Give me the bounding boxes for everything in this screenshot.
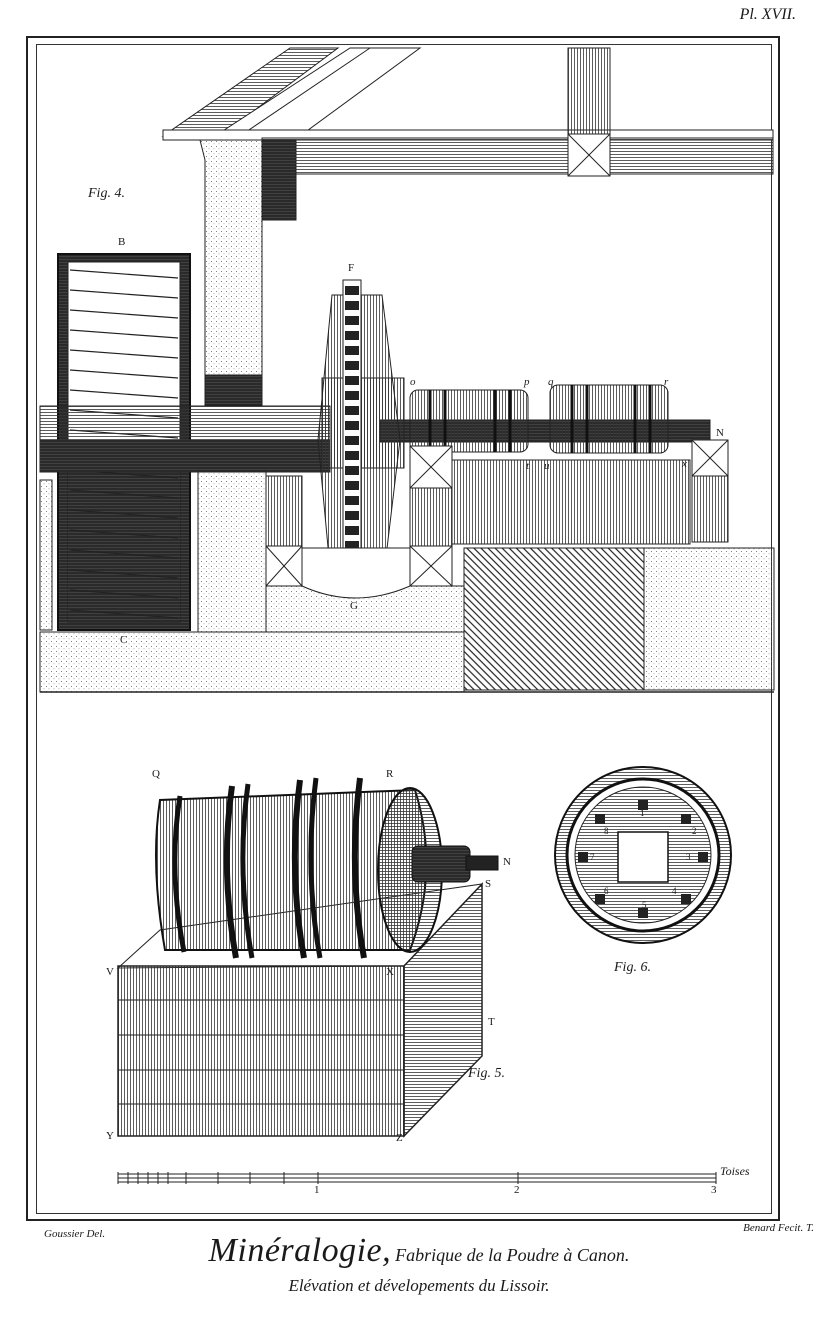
label-r: r bbox=[664, 376, 669, 388]
fig6-caption: Fig. 6. bbox=[614, 960, 651, 975]
fig6-number-4: 4 bbox=[672, 886, 677, 896]
label-T: T bbox=[488, 1016, 495, 1028]
gear-tooth bbox=[345, 376, 359, 385]
fig6-number-2: 2 bbox=[692, 826, 697, 836]
label-G: G bbox=[350, 600, 358, 612]
label-R: R bbox=[386, 768, 394, 780]
scale-tick-1: 1 bbox=[314, 1184, 320, 1196]
credit-draughtsman: Goussier Del. bbox=[44, 1228, 106, 1240]
gear-tooth bbox=[345, 496, 359, 505]
barrels-fig4 bbox=[410, 385, 668, 453]
fig5-caption: Fig. 5. bbox=[468, 1066, 505, 1081]
title-main: Minéralogie, bbox=[208, 1232, 392, 1269]
gear-tooth bbox=[345, 481, 359, 490]
gear-tooth bbox=[345, 316, 359, 325]
scale-tick-3: 3 bbox=[711, 1184, 717, 1196]
label-u: u bbox=[544, 460, 550, 472]
gear-tooth bbox=[345, 526, 359, 535]
fig4-caption: Fig. 4. bbox=[88, 186, 125, 201]
gear-tooth bbox=[345, 421, 359, 430]
gear-tooth bbox=[345, 511, 359, 520]
gear-tooth bbox=[345, 301, 359, 310]
label-Q: Q bbox=[152, 768, 160, 780]
plate-subtitle: Elévation et dévelopements du Lissoir. bbox=[288, 1276, 550, 1295]
plate-title bbox=[0, 1232, 838, 1270]
label-Z: Z bbox=[396, 1132, 403, 1144]
scale-bar bbox=[118, 1174, 716, 1182]
fig6-end-view bbox=[555, 767, 731, 943]
cog-wheel bbox=[318, 280, 404, 590]
gear-tooth bbox=[345, 466, 359, 475]
label-B: B bbox=[118, 236, 126, 248]
label-C: C bbox=[120, 634, 128, 646]
fig6-number-6: 6 bbox=[604, 886, 609, 896]
fig6-number-8: 8 bbox=[604, 826, 609, 836]
label-F: F bbox=[348, 262, 355, 274]
scale-tick-2: 2 bbox=[514, 1184, 520, 1196]
gear-tooth bbox=[345, 436, 359, 445]
fig6-number-1: 1 bbox=[640, 808, 645, 818]
label-N-fig5: N bbox=[503, 856, 511, 868]
credit-engraver: Benard Fecit. T. bbox=[743, 1222, 814, 1234]
label-t: t bbox=[526, 460, 530, 472]
fig6-number-5: 5 bbox=[642, 900, 647, 910]
label-Y: Y bbox=[106, 1130, 114, 1142]
label-N-fig4: N bbox=[716, 427, 724, 439]
gear-tooth bbox=[345, 286, 359, 295]
fig6-number-7: 7 bbox=[590, 852, 595, 862]
label-p: p bbox=[524, 376, 530, 388]
label-X: X bbox=[386, 966, 394, 978]
scale-unit: Toises bbox=[720, 1164, 750, 1178]
gear-tooth bbox=[345, 361, 359, 370]
gear-tooth bbox=[345, 331, 359, 340]
title-rest: Fabrique de la Poudre à Canon. bbox=[395, 1245, 630, 1265]
gear-tooth bbox=[345, 451, 359, 460]
label-S: S bbox=[485, 878, 492, 890]
label-q: q bbox=[548, 376, 554, 388]
gear-tooth bbox=[345, 391, 359, 400]
label-o: o bbox=[410, 376, 416, 388]
gear-tooth bbox=[345, 346, 359, 355]
gear-tooth bbox=[345, 406, 359, 415]
fig6-number-3: 3 bbox=[686, 852, 691, 862]
plate-number: Pl. XVII. bbox=[739, 6, 796, 23]
label-x: x bbox=[682, 458, 687, 470]
label-V: V bbox=[106, 966, 114, 978]
